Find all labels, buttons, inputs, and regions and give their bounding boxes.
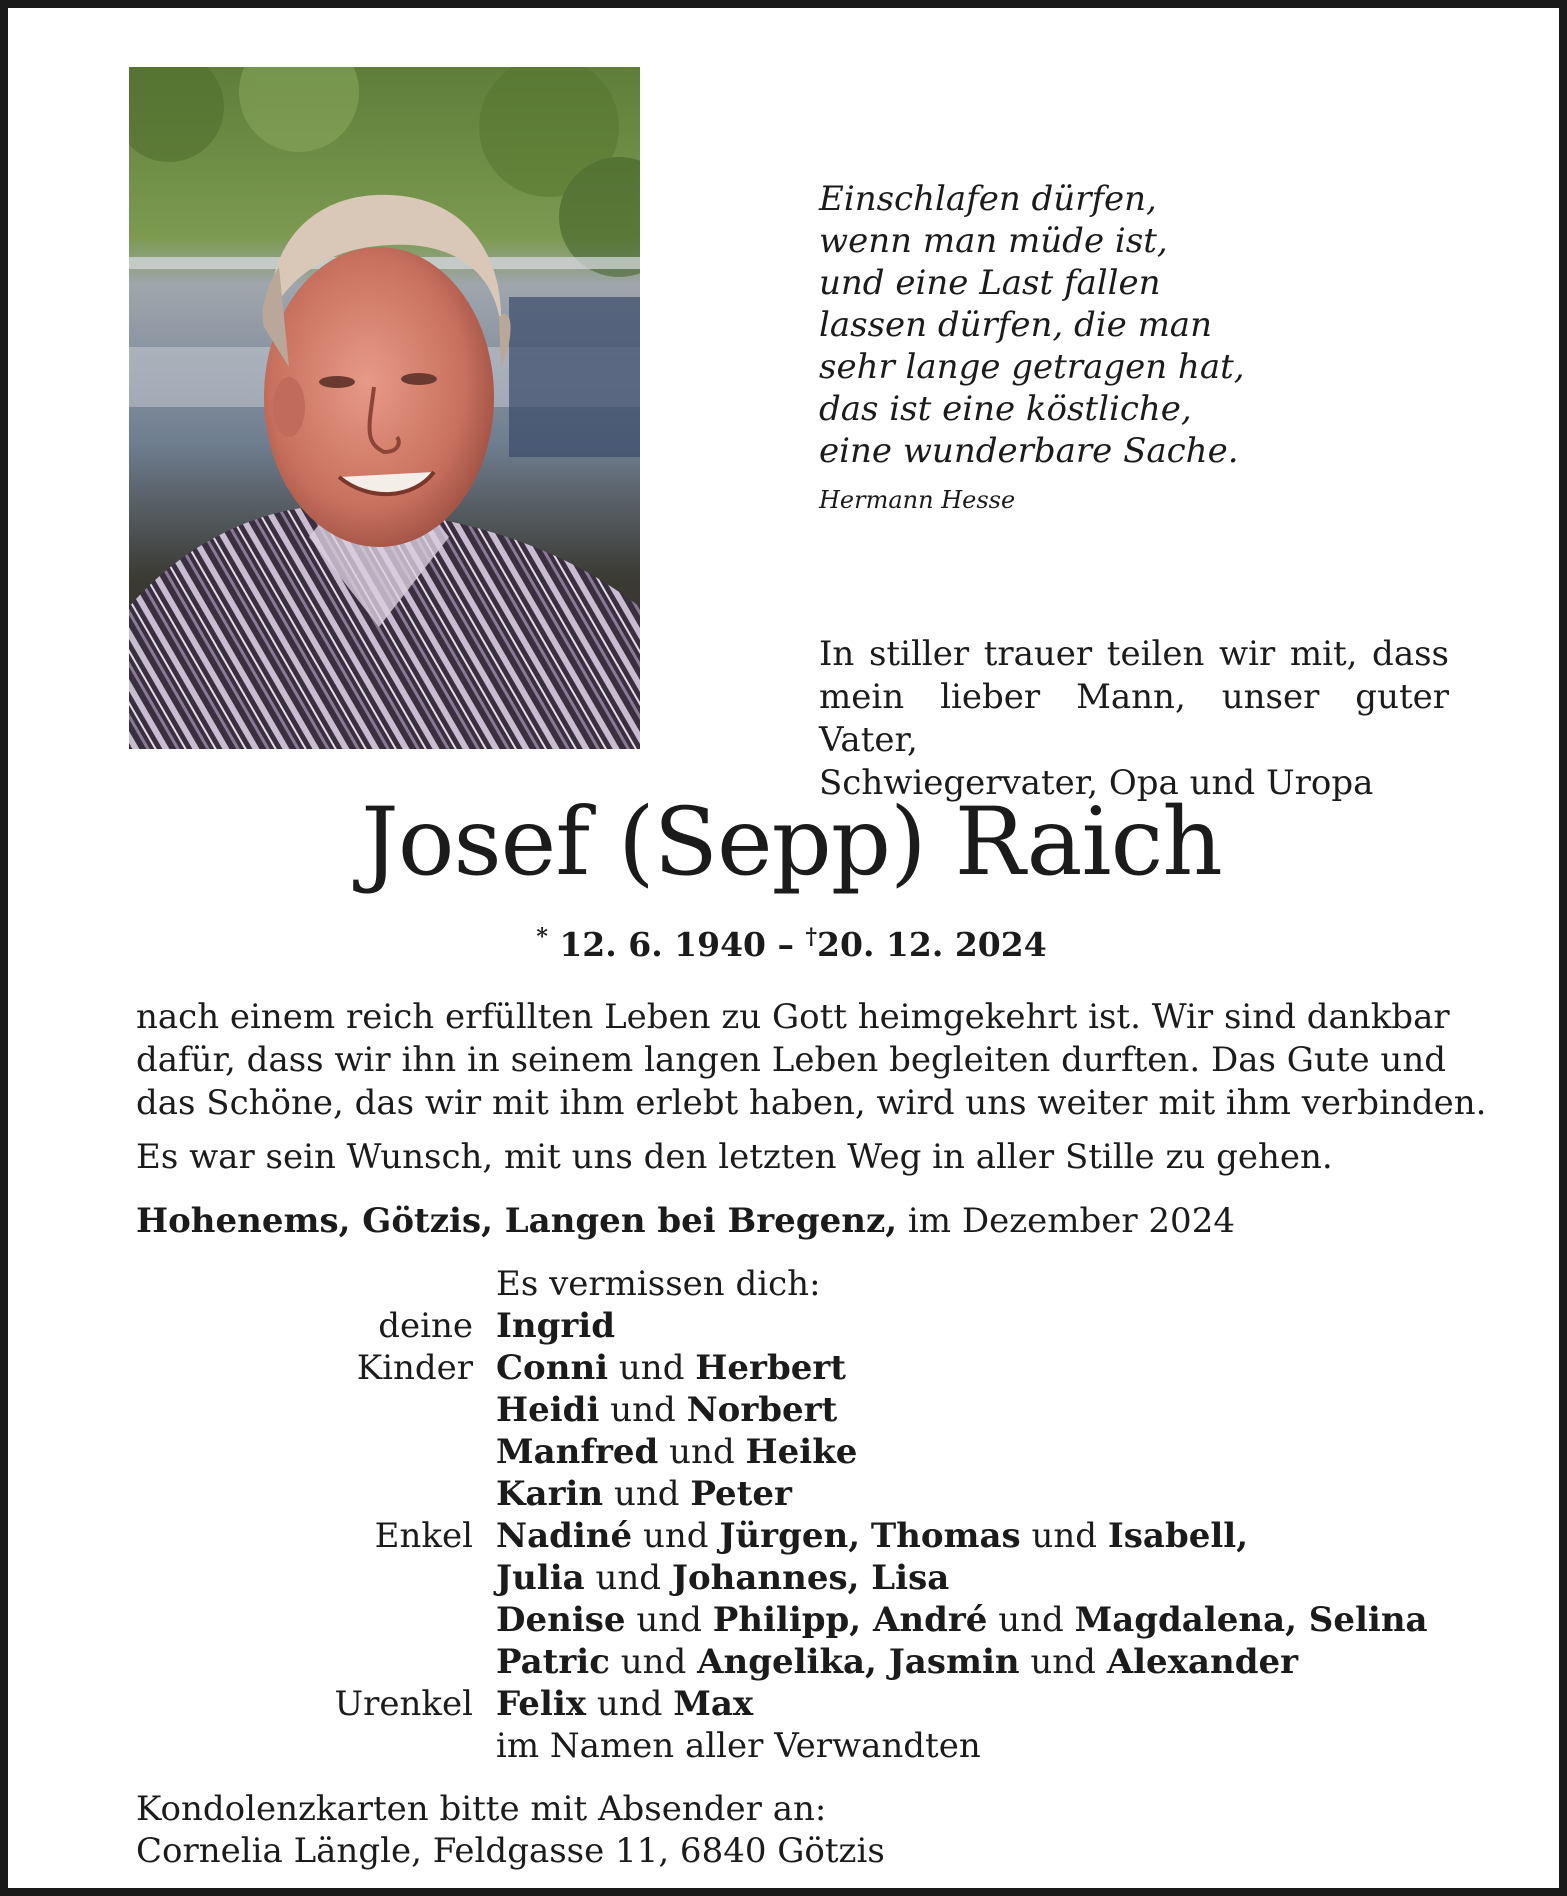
intro-text [819, 633, 1449, 805]
poem-line: Einschlafen dürfen, [819, 179, 1157, 219]
condolence-recipient: Cornelia Längle, Feldgasse 11, 6840 Götzis [136, 1831, 885, 1871]
portrait-photo [129, 67, 640, 749]
death-cross-icon: † [805, 924, 818, 950]
closing-line: im Namen aller Verwandten [496, 1726, 981, 1766]
intro-line: mein lieber Mann, unser guter Vater, [819, 677, 1449, 760]
birth-date: 12. 6. 1940 [559, 925, 767, 964]
list-item: Manfred und Heike [496, 1432, 858, 1472]
main-paragraph [136, 996, 1487, 1125]
list-item: Patric und Angelika, Jasmin und Alexander [496, 1642, 1299, 1682]
intro-line: Schwiegervater, Opa und Uropa [819, 763, 1374, 803]
list-item: Julia und Johannes, Lisa [496, 1558, 950, 1598]
date-text: im Dezember 2024 [907, 1201, 1235, 1241]
mourners-heading: Es vermissen dich: [496, 1264, 821, 1304]
partner-name: Ingrid [496, 1306, 615, 1346]
life-dates [8, 924, 1567, 964]
birth-star-icon: * [536, 924, 548, 950]
death-date: 20. 12. 2024 [817, 925, 1047, 964]
partner-label: deine [378, 1306, 473, 1346]
poem-line: das ist eine köstliche, [819, 389, 1192, 429]
poem-author: Hermann Hesse [819, 486, 1016, 514]
condolence-address [136, 1788, 885, 1872]
poem-line: eine wunderbare Sache. [819, 431, 1239, 471]
poem-line: und eine Last fallen [819, 263, 1161, 303]
place-date [136, 1200, 1235, 1243]
list-item: Felix und Max [496, 1684, 754, 1724]
list-item: Conni und Herbert [496, 1348, 846, 1388]
poem-line: sehr lange getragen hat, [819, 347, 1245, 387]
poem-line: wenn man müde ist, [819, 221, 1168, 261]
grandchildren-label: Enkel [374, 1516, 473, 1556]
portrait-illustration [129, 67, 640, 749]
places: Hohenems, Götzis, Langen bei Bregenz, [136, 1201, 898, 1241]
children-label: Kinder [356, 1348, 473, 1388]
intro-line: In stiller trauer teilen wir mit, dass [819, 634, 1449, 674]
great-grandchildren-label: Urenkel [334, 1684, 473, 1724]
paragraph-line: dafür, dass wir ihn in seinem langen Leben begleiten durften. Das Gute und [136, 1040, 1446, 1080]
list-item: Heidi und Norbert [496, 1390, 838, 1430]
list-item: Denise und Philipp, André und Magdalena, Selina [496, 1600, 1428, 1640]
condolence-note: Kondolenzkarten bitte mit Absender an: [136, 1789, 827, 1829]
deceased-name: Josef (Sepp) Raich [361, 788, 1222, 897]
poem-line: lassen dürfen, die man [819, 305, 1212, 345]
poem [819, 178, 1245, 472]
list-item: Nadiné und Jürgen, Thomas und Isabell, [496, 1516, 1249, 1556]
mourners-list [8, 1263, 1567, 1767]
paragraph-line: das Schöne, das wir mit ihm erlebt haben, wird uns weiter mit ihm verbinden. [136, 1083, 1487, 1123]
date-separator: – [777, 925, 795, 964]
paragraph-line: nach einem reich erfüllten Leben zu Gott heimgekehrt ist. Wir sind dankbar [136, 997, 1450, 1037]
wish-text: Es war sein Wunsch, mit uns den letzten Weg in aller Stille zu gehen. [136, 1137, 1333, 1177]
list-item: Karin und Peter [496, 1474, 792, 1514]
